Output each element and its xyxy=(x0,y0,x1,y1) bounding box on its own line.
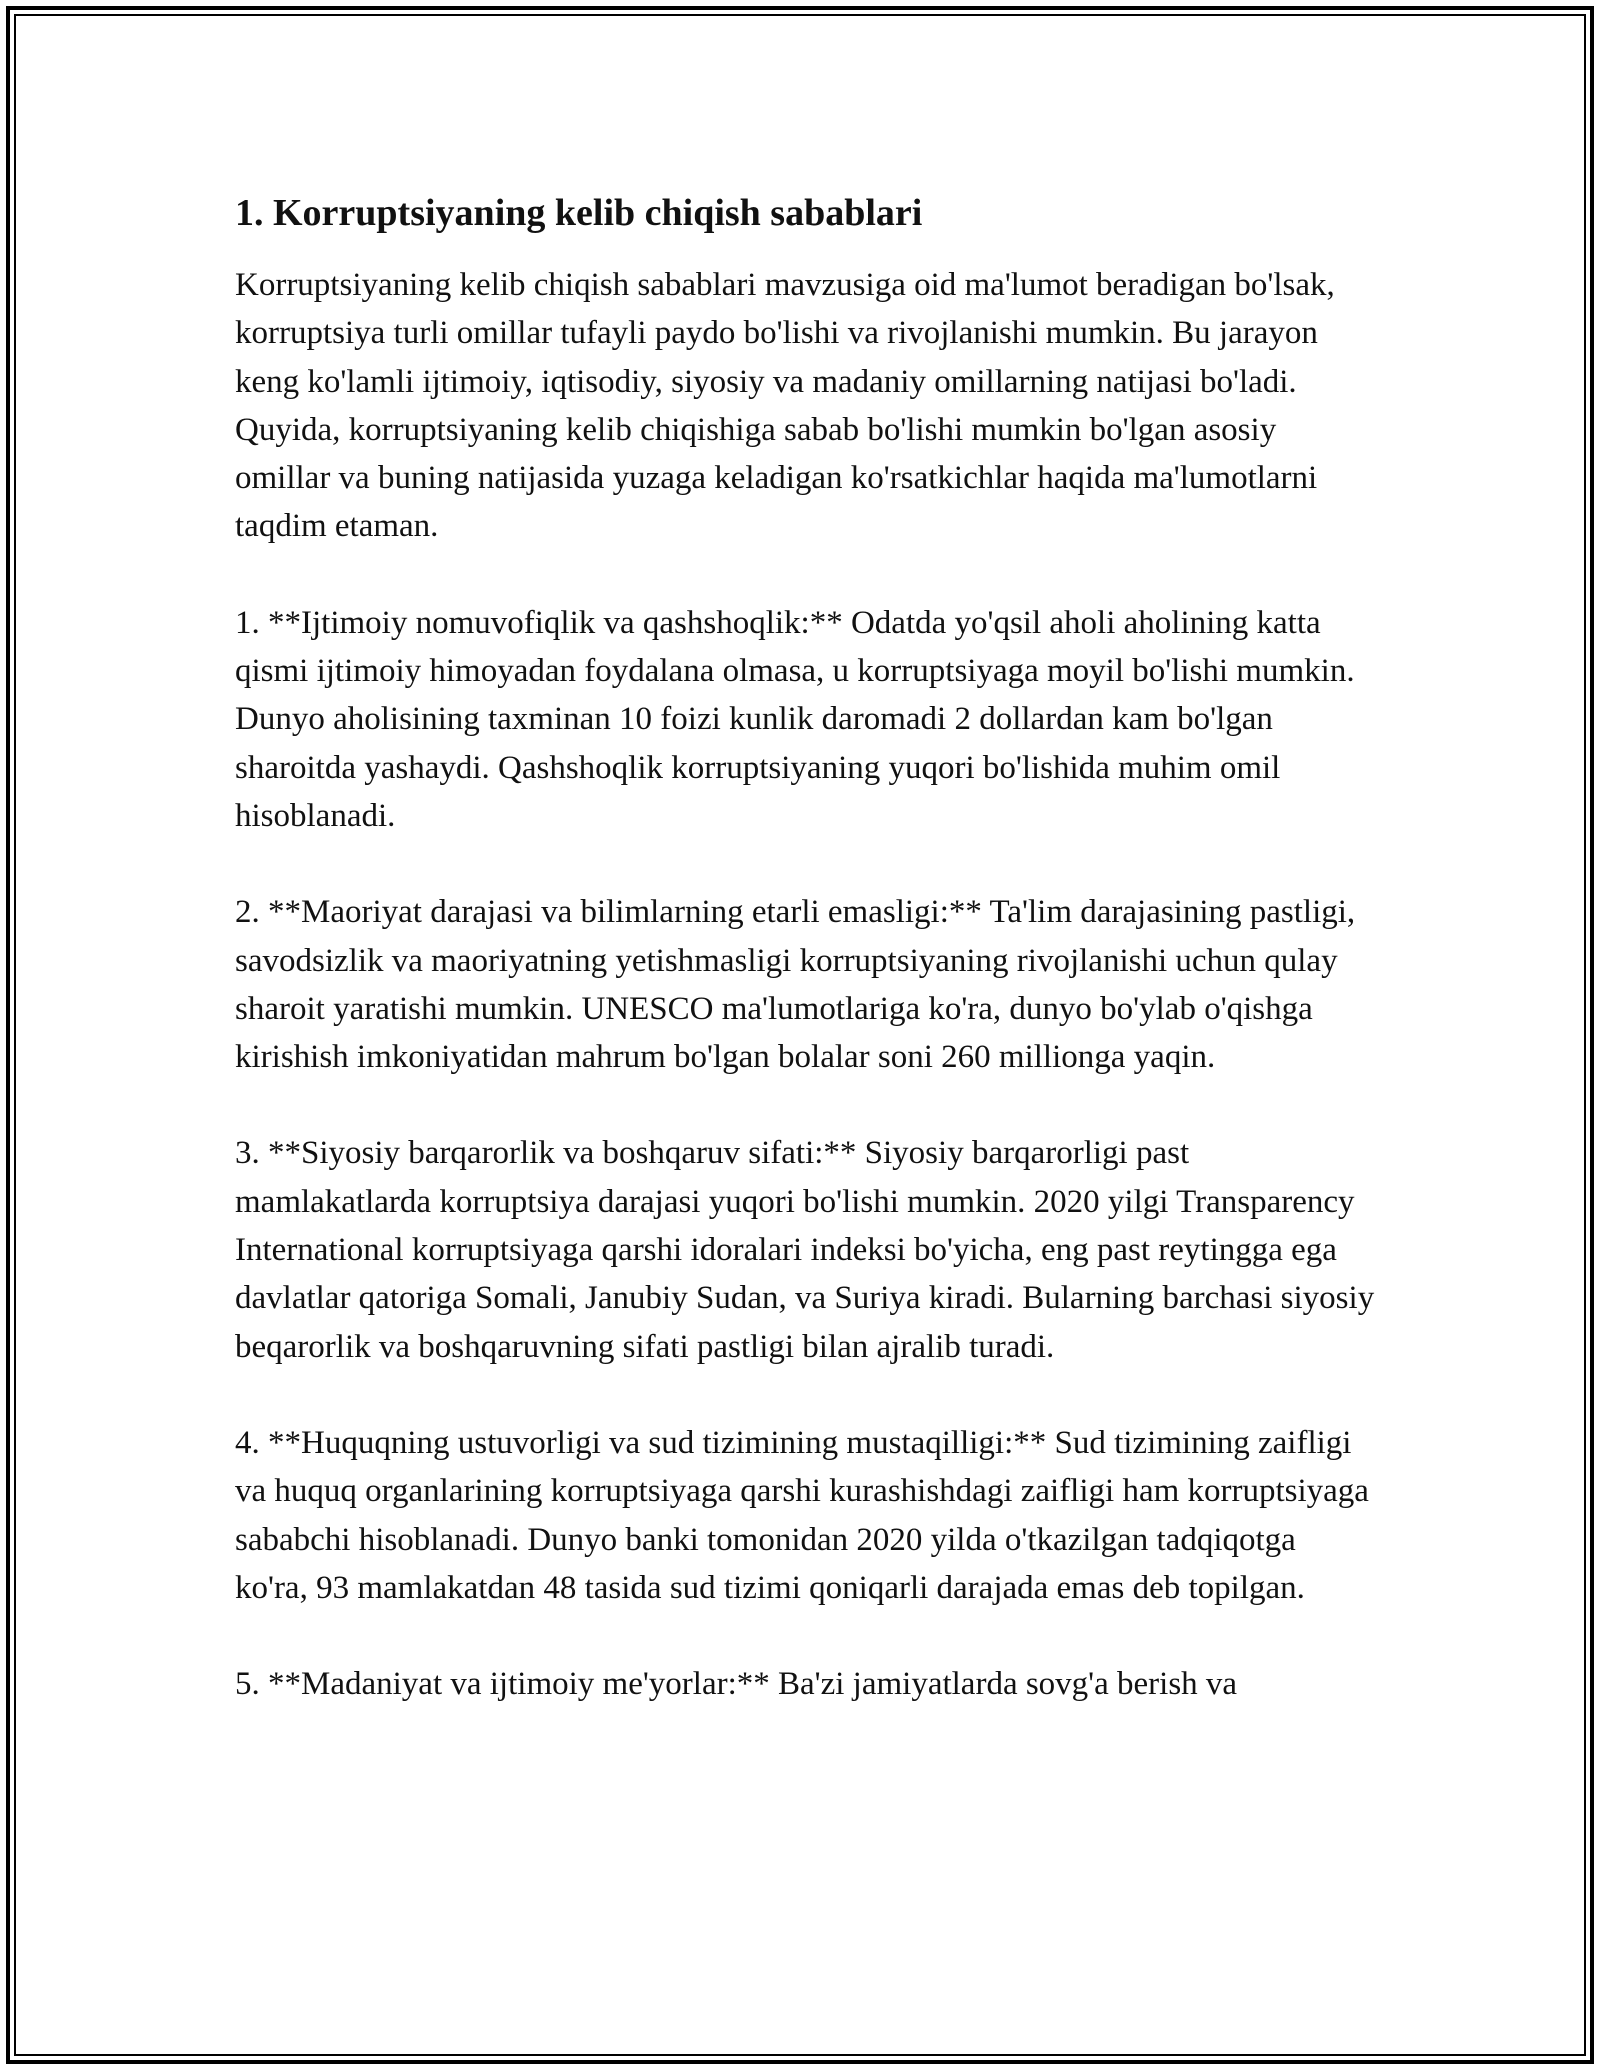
intro-paragraph: Korruptsiyaning kelib chiqish sabablari mavzusiga oid ma'lumot beradigan bo'lsak, korruptsiya turli omillar tufayli paydo bo'lishi va rivojlanishi mumkin. Bu jarayon keng ko'lamli ijtimoiy, iqtisodiy, siyosiy va madaniy omillarning natijasi bo'ladi. Quyida, korruptsiyaning kelib chiqishiga sabab bo'lishi mumkin bo'lgan asosiy omillar va buning natijasida yuzaga keladigan ko'rsatkichlar haqida ma'lumotlarni taqdim etaman. xyxy=(235,267,1335,545)
paragraph-culture: 5. **Madaniyat va ijtimoiy me'yorlar:** Ba'zi jamiyatlarda sovg'a berish va xyxy=(235,1666,1238,1703)
paragraph-education: 2. **Maoriyat darajasi va bilimlarning etarli emasligi:** Ta'lim darajasining pastligi, savodsizlik va maoriyatning yetishmasligi korruptsiyaning rivojlanishi uchun qulay sharoit yaratishi mumkin. UNESCO ma'lumotlariga ko'ra, dunyo bo'ylab o'qishga kirishish imkoniyatidan mahrum bo'lgan bolalar soni 260 millionga yaqin. xyxy=(235,894,1356,1076)
document-body xyxy=(235,185,1375,1756)
document-title: 1. Korruptsiyaning kelib chiqish sabablari xyxy=(235,192,923,234)
paragraph-poverty: 1. **Ijtimoiy nomuvofiqlik va qashshoqlik:** Odatda yo'qsil aholi aholining katta qismi ijtimoiy himoyadan foydalana olmasa, u korruptsiyaga moyil bo'lishi mumkin. Dunyo aholisining taxminan 10 foizi kunlik daromadi 2 dollardan kam bo'lgan sharoitda yashaydi. Qashshoqlik korruptsiyaning yuqori bo'lishida muhim omil hisoblanadi. xyxy=(235,604,1355,834)
paragraph-political-stability: 3. **Siyosiy barqarorlik va boshqaruv sifati:** Siyosiy barqarorligi past mamlakatlarda korruptsiya darajasi yuqori bo'lishi mumkin. 2020 yilgi Transparency International korruptsiyaga qarshi idoralari indeksi bo'yicha, eng past reytingga ega davlatlar qatoriga Somali, Janubiy Sudan, va Suriya kiradi. Bularning barchasi siyosiy beqarorlik va boshqaruvning sifati pastligi bilan ajralib turadi. xyxy=(235,1135,1375,1365)
paragraph-rule-of-law: 4. **Huquqning ustuvorligi va sud tizimining mustaqilligi:** Sud tizimining zaifligi va huquq organlarining korruptsiyaga qarshi kurashishdagi zaifligi ham korruptsiyaga sababchi hisoblanadi. Dunyo banki tomonidan 2020 yilda o'tkazilgan tadqiqotga ko'ra, 93 mamlakatdan 48 tasida sud tizimi qoniqarli darajada emas deb topilgan. xyxy=(235,1424,1369,1606)
